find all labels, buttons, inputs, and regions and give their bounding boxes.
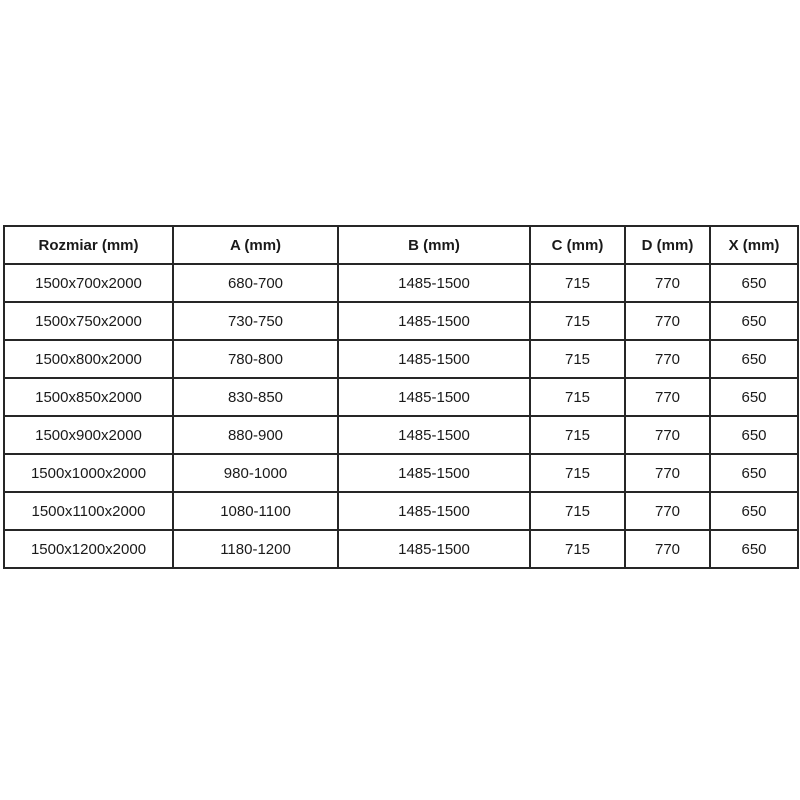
table-cell: 715: [530, 340, 625, 378]
table-cell: 1485-1500: [338, 340, 530, 378]
table-cell: 770: [625, 378, 710, 416]
table-cell: 770: [625, 340, 710, 378]
header-cell-0: Rozmiar (mm): [4, 226, 173, 264]
table-cell: 650: [710, 264, 798, 302]
table-cell: 715: [530, 454, 625, 492]
table-cell: 770: [625, 416, 710, 454]
table-cell: 1080-1100: [173, 492, 338, 530]
table-cell: 980-1000: [173, 454, 338, 492]
table-body: [4, 264, 798, 568]
table-cell: 650: [710, 302, 798, 340]
table-cell: 770: [625, 530, 710, 568]
table-cell: 1500x1100x2000: [4, 492, 173, 530]
table-cell: 770: [625, 454, 710, 492]
table-cell: 650: [710, 530, 798, 568]
table-cell: 650: [710, 454, 798, 492]
header-row: [4, 226, 798, 264]
header-cell-1: A (mm): [173, 226, 338, 264]
table-cell: 1485-1500: [338, 302, 530, 340]
table-cell: 1500x800x2000: [4, 340, 173, 378]
table-row: [4, 416, 798, 454]
table-cell: 715: [530, 378, 625, 416]
table-cell: 780-800: [173, 340, 338, 378]
table-row: [4, 302, 798, 340]
table-cell: 715: [530, 530, 625, 568]
table-cell: 715: [530, 302, 625, 340]
header-cell-2: B (mm): [338, 226, 530, 264]
table-row: [4, 492, 798, 530]
table-cell: 1500x1000x2000: [4, 454, 173, 492]
table-cell: 1485-1500: [338, 416, 530, 454]
table-cell: 715: [530, 264, 625, 302]
table-cell: 1485-1500: [338, 492, 530, 530]
table-cell: 770: [625, 264, 710, 302]
table-cell: 770: [625, 302, 710, 340]
table-cell: 880-900: [173, 416, 338, 454]
table-cell: 650: [710, 492, 798, 530]
table-row: [4, 340, 798, 378]
table-cell: 650: [710, 416, 798, 454]
size-table-container: [3, 225, 797, 569]
table-cell: 770: [625, 492, 710, 530]
table-cell: 1500x1200x2000: [4, 530, 173, 568]
table-cell: 650: [710, 340, 798, 378]
table-cell: 830-850: [173, 378, 338, 416]
table-row: [4, 378, 798, 416]
table-cell: 1485-1500: [338, 378, 530, 416]
table-cell: 1500x850x2000: [4, 378, 173, 416]
table-cell: 715: [530, 492, 625, 530]
dimensions-table: [3, 225, 799, 569]
table-cell: 1485-1500: [338, 264, 530, 302]
table-row: [4, 454, 798, 492]
header-cell-5: X (mm): [710, 226, 798, 264]
table-cell: 1485-1500: [338, 454, 530, 492]
table-cell: 730-750: [173, 302, 338, 340]
header-cell-3: C (mm): [530, 226, 625, 264]
table-row: [4, 530, 798, 568]
table-cell: 1500x900x2000: [4, 416, 173, 454]
table-cell: 1180-1200: [173, 530, 338, 568]
table-cell: 1500x700x2000: [4, 264, 173, 302]
table-cell: 1485-1500: [338, 530, 530, 568]
table-cell: 680-700: [173, 264, 338, 302]
header-cell-4: D (mm): [625, 226, 710, 264]
table-cell: 715: [530, 416, 625, 454]
table-cell: 1500x750x2000: [4, 302, 173, 340]
table-cell: 650: [710, 378, 798, 416]
table-row: [4, 264, 798, 302]
